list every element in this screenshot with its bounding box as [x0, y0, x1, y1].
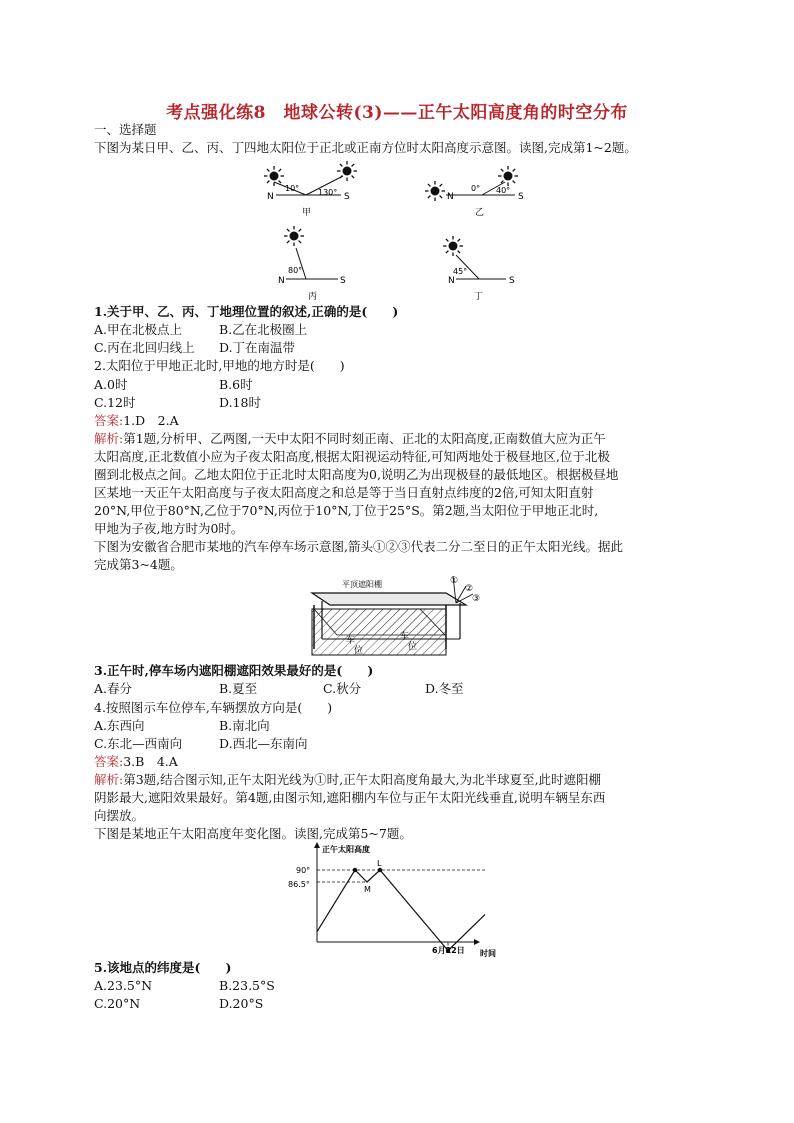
- question-3: [94, 662, 373, 679]
- chart-title: 正午太阳高度: [322, 845, 370, 854]
- diagram-ding: [443, 236, 515, 302]
- option-a: A.0时: [94, 377, 128, 392]
- diagram-name: 乙: [475, 208, 485, 218]
- data-point: [353, 868, 357, 872]
- label-n: N: [278, 276, 285, 286]
- option-d: D.丁在南温带: [219, 340, 296, 355]
- question-stem: 1.关于甲、乙、丙、丁地理位置的叙述,正确的是( ): [94, 304, 399, 319]
- question-stem: 5.该地点的纬度是( ): [94, 960, 232, 975]
- option-d: D.20°S: [219, 996, 264, 1011]
- parking-label: 车: [346, 636, 356, 646]
- explanation-text: 阴影最大,遮阳效果最好。第4题,由图示知,遮阳棚内车位与正午太阳光线垂直,说明车辆呈东西: [94, 790, 606, 805]
- roof: [312, 593, 466, 605]
- answer-text: 1.D 2.A: [123, 413, 179, 428]
- y-tick-label: 90°: [296, 866, 311, 875]
- explanation-text: 第3题,结合图示知,正午太阳光线为①时,正午太阳高度角最大,为北半球夏至,此时遮阳棚: [123, 772, 602, 787]
- option-a: A.东西向: [94, 718, 145, 733]
- label-s: S: [518, 192, 524, 202]
- sun-icon: [425, 181, 445, 201]
- angle-label: 80°: [288, 266, 303, 275]
- explanation-label: 解析:: [94, 431, 124, 446]
- option-c: C.20°N: [94, 996, 141, 1011]
- option-b: B.乙在北极圈上: [219, 322, 308, 337]
- option-b: B.6时: [219, 377, 253, 392]
- intro-q3-4: 下图为安徽省合肥市某地的汽车停车场示意图,箭头①②③代表二分二至日的正午太阳光线。据此: [94, 539, 623, 554]
- y-tick-label: 86.5°: [288, 880, 310, 889]
- sun-icon: [498, 166, 518, 186]
- explanation-1-2: [94, 430, 606, 447]
- intro-q5-7: 下图是某地正午太阳高度年变化图。读图,完成第5~7题。: [94, 826, 412, 841]
- intro-q3-4: 完成第3~4题。: [94, 557, 183, 572]
- option-c: C.东北—西南向: [94, 736, 183, 751]
- parking-label: 车: [400, 632, 410, 642]
- angle-label: 45°: [453, 267, 468, 276]
- sun-altitude-figure: [250, 158, 540, 304]
- option-c: C.12时: [94, 395, 136, 410]
- explanation-text: 甲地为子夜,地方时为0时。: [94, 521, 244, 536]
- diagram-name: 丁: [474, 292, 484, 302]
- option-b: B.夏至: [219, 681, 258, 696]
- option-a: A.甲在北极点上: [94, 322, 183, 337]
- explanation-text: 向摆放。: [94, 808, 145, 823]
- ray-2: ②: [465, 584, 474, 594]
- data-point: [378, 868, 382, 872]
- option-d: D.18时: [219, 395, 261, 410]
- parking-shade-figure: [300, 573, 500, 663]
- intro-q1-2: 下图为某日甲、乙、丙、丁四地太阳位于正北或正南方位时太阳高度示意图。读图,完成第1~2题。: [94, 140, 637, 155]
- option-a: A.春分: [94, 681, 133, 696]
- x-tick-label: 6月22日: [432, 946, 465, 955]
- explanation-text: 20°N,甲位于80°N,乙位于70°N,丙位于10°N,丁位于25°S。第2题,当太阳位于甲地正北时,: [94, 503, 599, 518]
- label-s: S: [344, 192, 350, 202]
- diagram-yi: [425, 166, 524, 218]
- ray-1: ①: [450, 576, 459, 586]
- x-axis-label: 时间: [480, 949, 496, 958]
- answer-3-4: [94, 753, 178, 770]
- angle-label: 130°: [318, 188, 338, 197]
- explanation-3-4: [94, 771, 601, 788]
- answer-text: 3.B 4.A: [123, 754, 178, 769]
- angle-label: 10°: [285, 184, 300, 193]
- section-heading: 一、选择题: [94, 122, 157, 137]
- question-1: [94, 303, 398, 320]
- explanation-text: 太阳高度,正北数值小应为子夜太阳高度,根据太阳视运动特征,可知两地处于极昼地区,位于北极: [94, 449, 610, 464]
- answer-1-2: [94, 412, 179, 429]
- explanation-label: 解析:: [94, 772, 124, 787]
- diagram-bing: [278, 226, 346, 302]
- noon-altitude-chart: [280, 842, 510, 960]
- explanation-text: 第1题,分析甲、乙两图,一天中太阳不同时刻正南、正北的太阳高度,正南数值大应为正午: [123, 431, 606, 446]
- option-d: D.冬至: [425, 681, 464, 696]
- angle-label: 40°: [496, 186, 511, 195]
- option-b: B.南北向: [219, 718, 270, 733]
- answer-label: 答案:: [94, 754, 124, 769]
- sun-icon: [284, 226, 304, 246]
- option-c: C.秋分: [323, 681, 362, 696]
- question-2: 2.太阳位于甲地正北时,甲地的地方时是( ): [94, 358, 345, 373]
- label-n: N: [448, 276, 455, 286]
- question-5: [94, 959, 231, 976]
- angle-label: 0°: [471, 184, 481, 193]
- answer-label: 答案:: [94, 413, 124, 428]
- explanation-text: 区某地一天正午太阳高度与子夜太阳高度之和总是等于当日直射点纬度的2倍,可知太阳直射: [94, 485, 594, 500]
- option-a: A.23.5°N: [94, 978, 153, 993]
- parking-label: 位: [354, 646, 364, 656]
- diagram-jia: [264, 161, 357, 218]
- page-title: 考点强化练8 地球公转(3)——正午太阳高度角的时空分布: [166, 103, 628, 123]
- option-d: D.西北—东南向: [219, 736, 308, 751]
- diagram-name: 甲: [302, 208, 312, 218]
- explanation-text: 圈到北极点之间。乙地太阳位于正北时太阳高度为0,说明乙为出现极昼的最低地区。根据极昼地: [94, 467, 619, 482]
- point-label-l: L: [377, 859, 382, 868]
- ray-3: ③: [472, 594, 481, 604]
- label-n: N: [267, 192, 274, 202]
- label-s: S: [509, 276, 515, 286]
- diagram-name: 丙: [308, 292, 318, 302]
- option-b: B.23.5°S: [219, 978, 275, 993]
- sun-icon: [264, 166, 284, 186]
- label-n: N: [447, 192, 454, 202]
- question-stem: 3.正午时,停车场内遮阳棚遮阳效果最好的是( ): [94, 663, 374, 678]
- ground-area: [312, 609, 446, 655]
- point-label-m: M: [364, 885, 371, 894]
- parking-label: 位: [408, 642, 418, 652]
- sun-icon: [443, 236, 463, 256]
- option-c: C.丙在北回归线上: [94, 340, 195, 355]
- question-4: 4.按照图示车位停车,车辆摆放方向是( ): [94, 700, 333, 715]
- roof-label: 平顶遮阳棚: [342, 580, 382, 589]
- label-s: S: [340, 276, 346, 286]
